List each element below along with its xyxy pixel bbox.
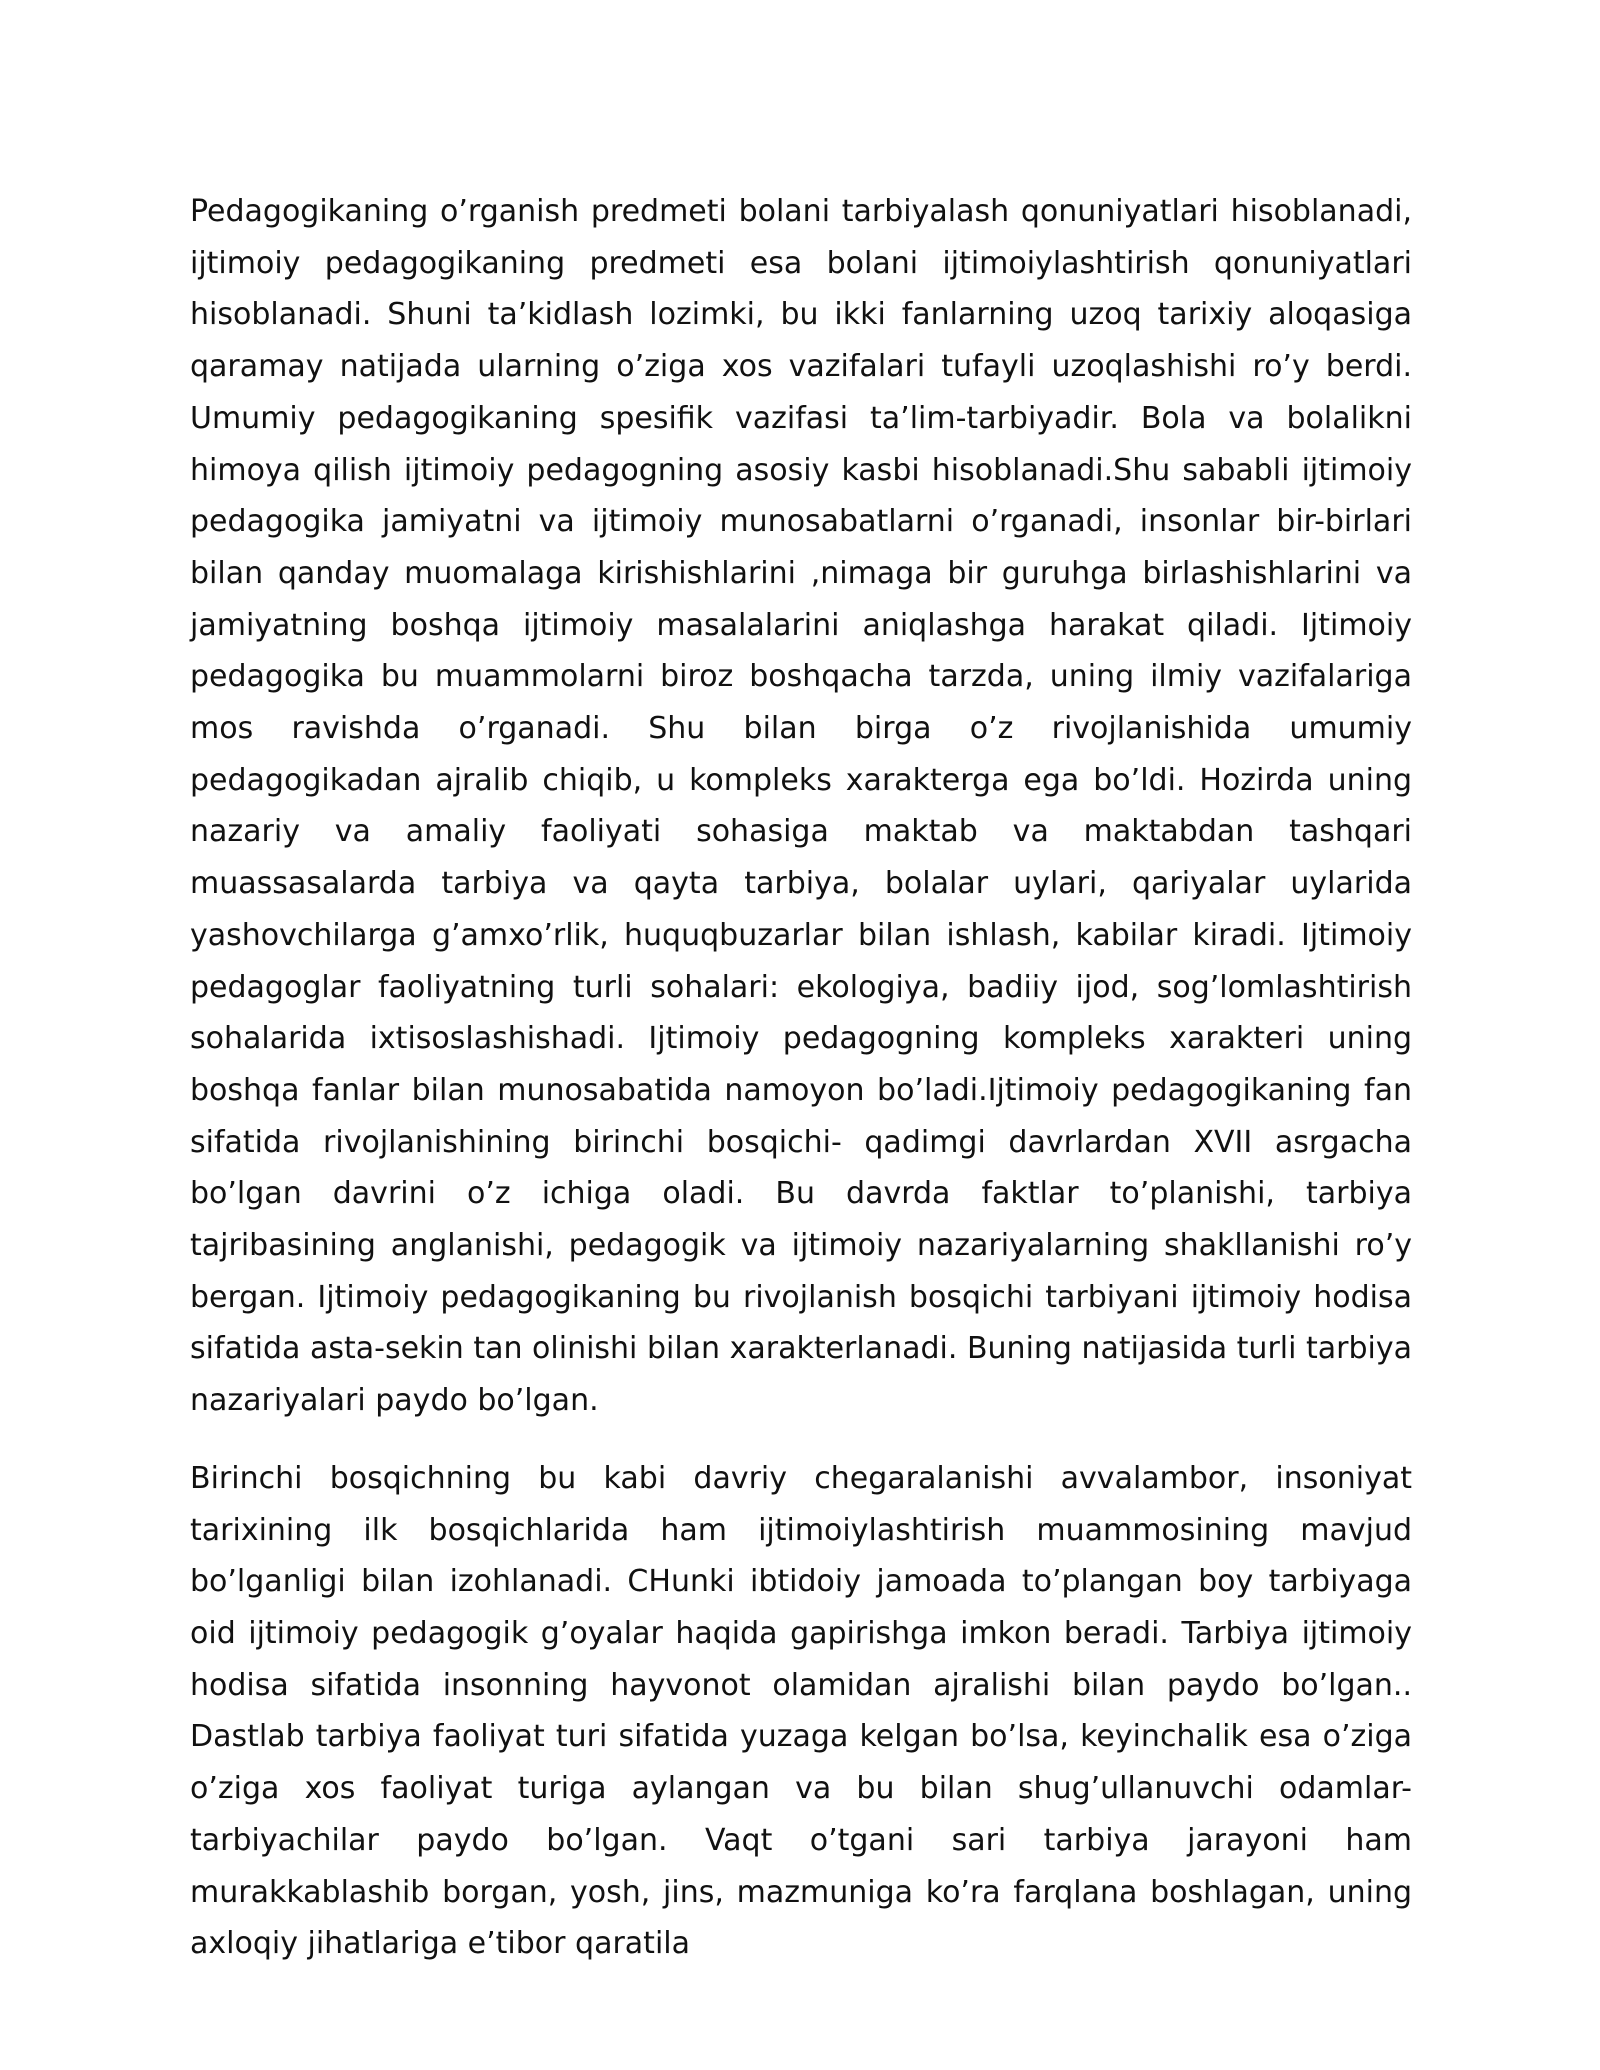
paragraph-1: Pedagogikaning o’rganish predmeti bolani tarbiyalash qonuniyatlari hisoblanadi, ijtimoiy pedagogikaning predmeti esa bolani ijtimoiylashtirish qonuniyatlari hisoblanadi. Shuni ta’kidlash lozimki, bu ikki fanlarning uzoq tarixiy aloqasiga qaramay natijada ularning o’ziga xos vazifalari tufayli uzoqlashishi ro’y berdi. Umumiy pedagogikaning spesifik vazifasi ta’lim-tarbiyadir. Bola va bolalikni himoya qilish ijtimoiy pedagogning asosiy kasbi hisoblanadi.Shu sababli ijtimoiy pedagogika jamiyatni va ijtimoiy munosabatlarni o’rganadi, insonlar bir-birlari bilan qanday muomalaga kirishishlarini ,nimaga bir guruhga birlashishlarini va jamiyatning boshqa ijtimoiy masalalarini aniqlashga harakat qiladi. Ijtimoiy pedagogika bu muammolarni biroz boshqacha tarzda, uning ilmiy vazifalariga mos ravishda o’rganadi. Shu bilan birga o’z rivojlanishida umumiy pedagogikadan ajralib chiqib, u kompleks xarakterga ega bo’ldi. Hozirda uning nazariy va amaliy faoliyati sohasiga maktab va maktabdan tashqari muassasalarda tarbiya va qayta tarbiya, bolalar uylari, qariyalar uylarida yashovchilarga g’amxo’rlik, huquqbuzarlar bilan ishlash, kabilar kiradi. Ijtimoiy pedagoglar faoliyatning turli sohalari: ekologiya, badiiy ijod, sog’lomlashtirish sohalarida ixtisoslashishadi. Ijtimoiy pedagogning kompleks xarakteri uning boshqa fanlar bilan munosabatida namoyon bo’ladi.Ijtimoiy pedagogikaning fan sifatida rivojlanishining birinchi bosqichi- qadimgi davrlardan XVII asrgacha bo’lgan davrini o’z ichiga oladi. Bu davrda faktlar to’planishi, tarbiya tajribasining anglanishi, pedagogik va ijtimoiy nazariyalarning shakllanishi ro’y bergan. Ijtimoiy pedagogikaning bu rivojlanish bosqichi tarbiyani ijtimoiy hodisa sifatida asta-sekin tan olinishi bilan xarakterlanadi. Buning natijasida turli tarbiya nazariyalari paydo bo’lgan.	[190, 194, 1412, 1419]
paragraph-2: Birinchi bosqichning bu kabi davriy chegaralanishi avvalambor, insoniyat tarixining ilk bosqichlarida ham ijtimoiylashtirish muammosining mavjud bo’lganligi bilan izohlanadi. CHunki ibtidoiy jamoada to’plangan boy tarbiyaga oid ijtimoiy pedagogik g’oyalar haqida gapirishga imkon beradi. Tarbiya ijtimoiy hodisa sifatida insonning hayvonot olamidan ajralishi bilan paydo bo’lgan.. Dastlab tarbiya faoliyat turi sifatida yuzaga kelgan bo’lsa, keyinchalik esa o’ziga o’ziga xos faoliyat turiga aylangan va bu bilan shug’ullanuvchi odamlar-tarbiyachilar paydo bo’lgan. Vaqt o’tgani sari tarbiya jarayoni ham murakkablashib borgan, yosh, jins, mazmuniga ko’ra farqlana boshlagan, uning axloqiy jihatlariga e’tibor qaratila	[190, 1460, 1412, 1962]
document-body	[190, 186, 1412, 1996]
